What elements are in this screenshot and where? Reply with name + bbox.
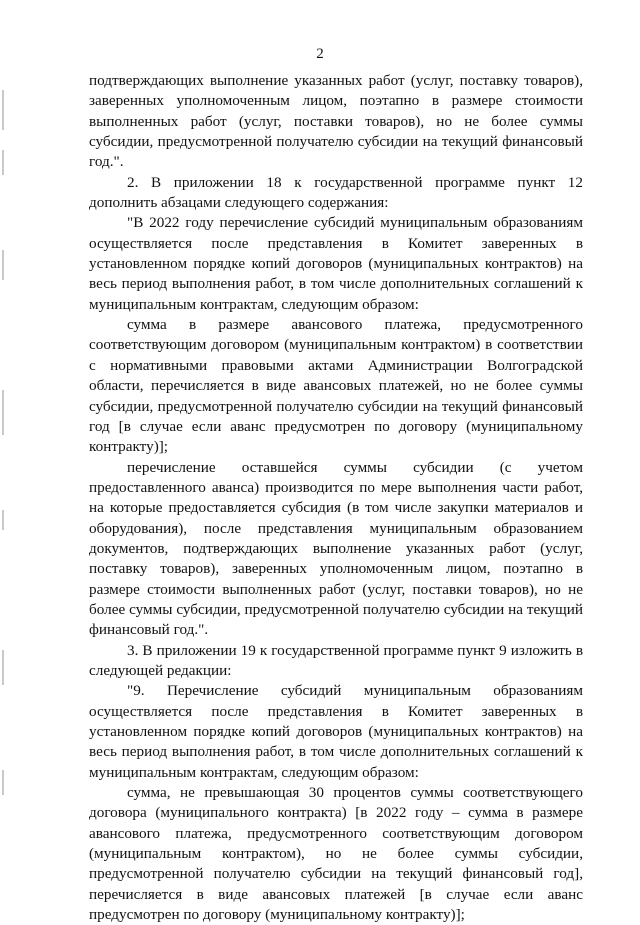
document-body bbox=[89, 71, 583, 925]
thirty-percent-paragraph: сумма, не превышающая 30 процентов суммы соответствующего договора (муниципального контракта) [в 2022 году – сумма в размере авансового платежа, предусмотренного соответствующим договором (муниципальным контрактом), но не более суммы субсидии, предусмотренной получателю субсидии на текущий финансовый год], перечисляется в виде авансовых платежей [в случае если аванс предусмотрен по договору (муниципальному контракту)]; bbox=[89, 784, 583, 924]
remaining-sum-paragraph: перечисление оставшейся суммы субсидии (с учетом предоставленного аванса) производится по мере выполнения части работ, на которые предоставляется субсидия (в том числе закупки материалов и оборудования), после представления муниципальным образованием документов, подтверждающих выполнение указанных работ (услуг, поставку товаров), заверенных уполномоченным лицом, поэтапно в размере стоимости выполненных работ (услуг, поставки товаров), но не более суммы субсидии, предусмотренной получателю субсидии на текущий финансовый год.". bbox=[89, 458, 583, 639]
item-3-paragraph: 3. В приложении 19 к государственной программе пункт 9 изложить в следующей редакции: bbox=[89, 641, 583, 679]
scan-margin-marks bbox=[2, 90, 6, 810]
continuation-paragraph: подтверждающих выполнение указанных работ (услуг, поставку товаров), заверенных уполномоченным лицом, поэтапно в размере стоимости выполненных работ (услуг, поставки товаров), но не более суммы субсидии, предусмотренной получателю субсидии на текущий финансовый год.". bbox=[89, 72, 583, 171]
point-9-paragraph: "9. Перечисление субсидий муниципальным образованиям осуществляется после представления в Комитет заверенных в установленном порядке копий договоров (муниципальных контрактов) на весь период выполнения работ, в том числе дополнительных соглашений к муниципальным контрактам, следующим образом: bbox=[89, 682, 583, 781]
advance-payment-paragraph: сумма в размере авансового платежа, предусмотренного соответствующим договором (муниципальным контрактом) в соответствии с нормативными правовыми актами Администрации Волгоградской области, перечисляется в виде авансовых платежей, но не более суммы субсидии, предусмотренной получателю субсидии на текущий финансовый год [в случае если аванс предусмотрен по договору (муниципальному контракту)]; bbox=[89, 316, 583, 456]
page-number: 2 bbox=[316, 46, 324, 62]
item-2-paragraph: 2. В приложении 18 к государственной программе пункт 12 дополнить абзацами следующего содержания: bbox=[89, 173, 583, 212]
quote-2022-paragraph: "В 2022 году перечисление субсидий муниципальным образованиям осуществляется после представления в Комитет заверенных в установленном порядке копий договоров (муниципальных контрактов) на весь период выполнения работ, в том числе дополнительных соглашений к муниципальным контрактам, следующим образом: bbox=[89, 214, 583, 313]
